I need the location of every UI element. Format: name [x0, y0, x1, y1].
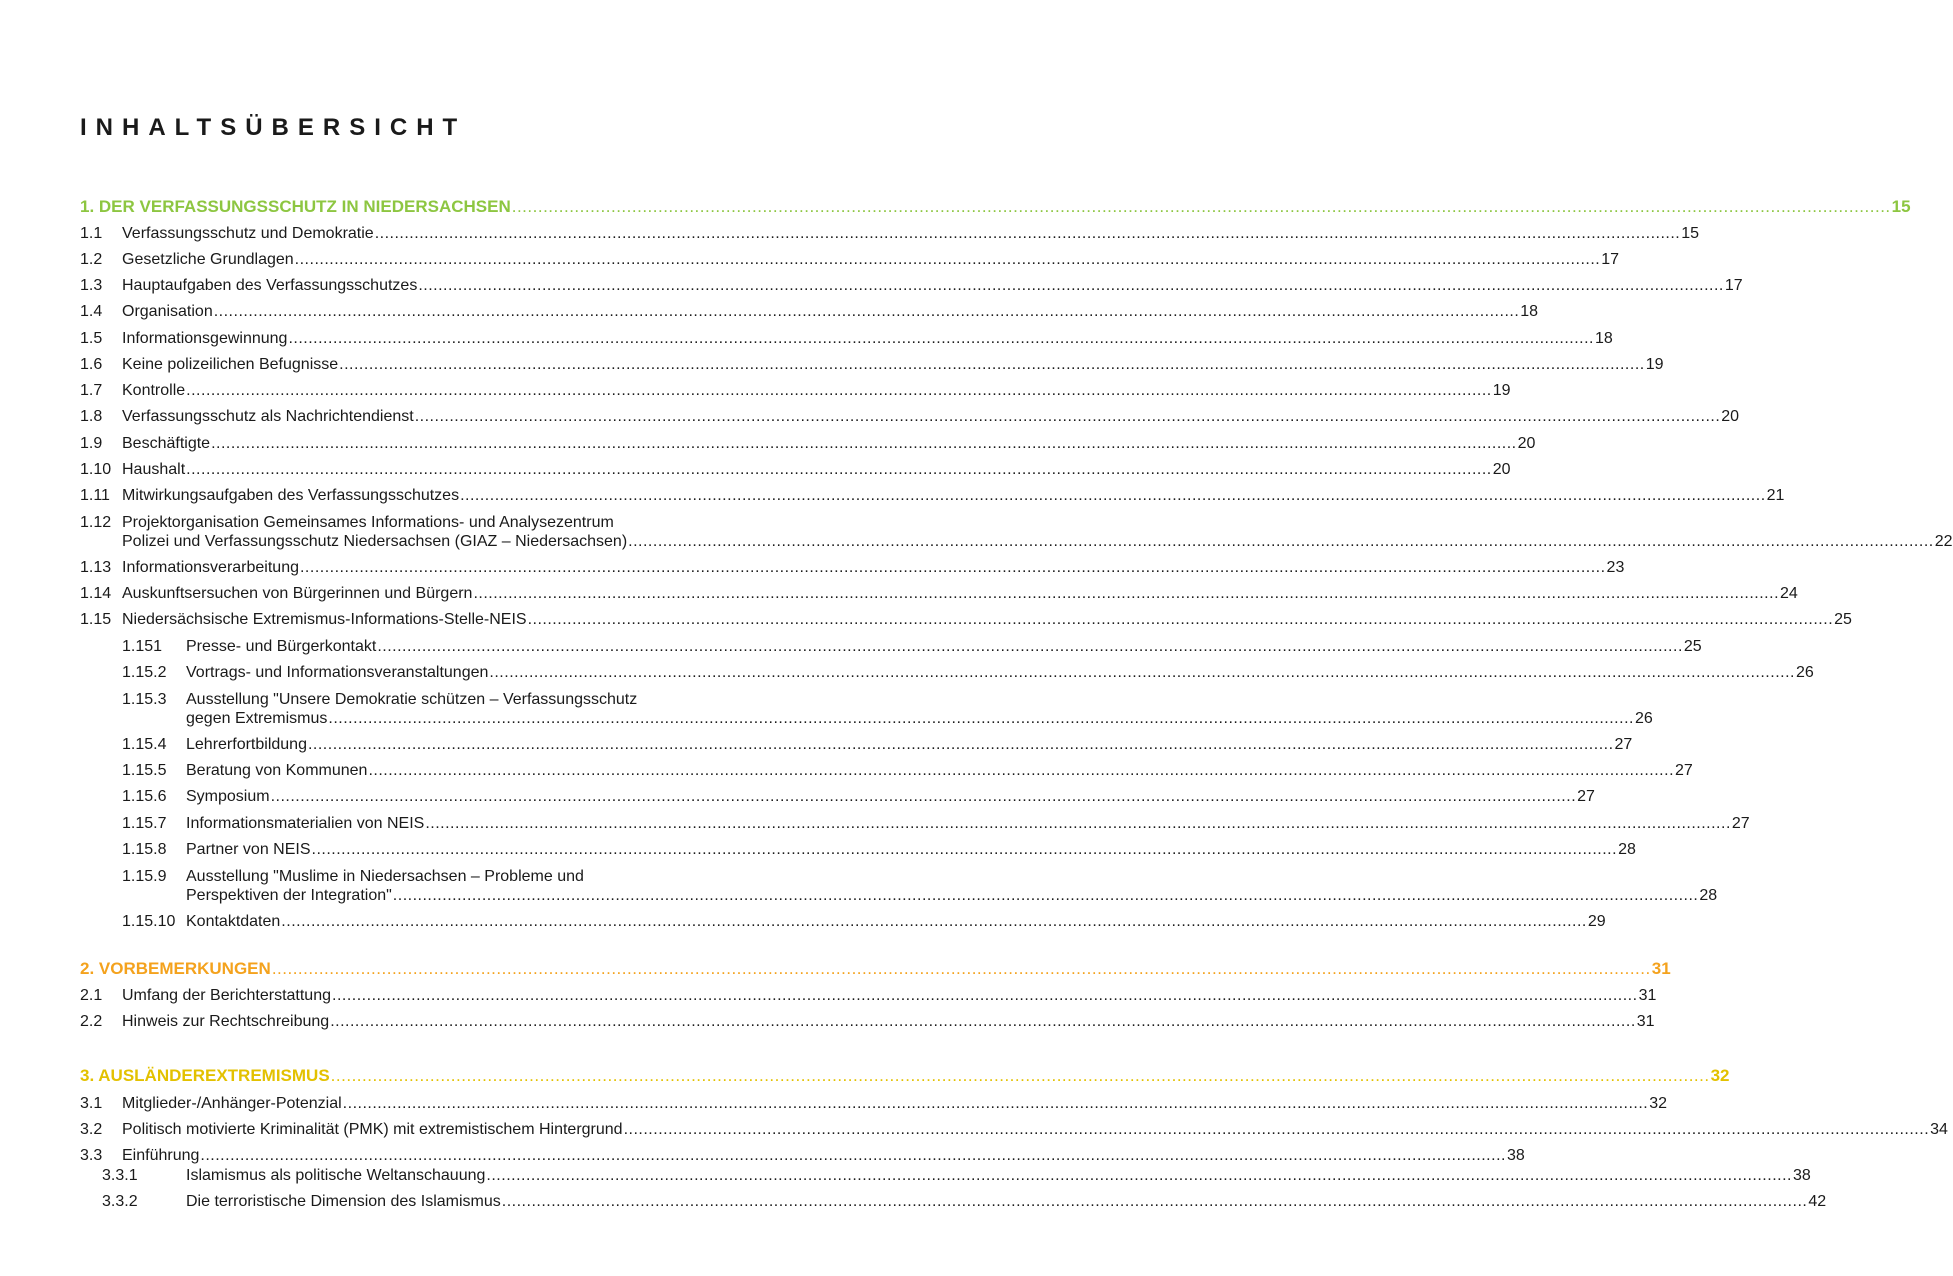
- leader-dots: [328, 709, 1634, 729]
- entry-title: Beratung von Kommunen: [186, 762, 368, 779]
- entry-title: Informationsgewinnung: [122, 330, 288, 347]
- entry-number: 2.2: [80, 1013, 103, 1030]
- leader-dots: [332, 986, 1638, 1006]
- entry-number: 1.15.10: [122, 913, 176, 930]
- entry-title: Informationsmaterialien von NEIS: [186, 815, 425, 832]
- entry-number: 1.15.5: [122, 762, 167, 779]
- entry-title: Mitglieder-/Anhänger-Potenzial: [122, 1095, 342, 1112]
- leader-dots: [186, 381, 1492, 401]
- toc-subentry[interactable]: [122, 912, 1606, 932]
- leader-dots: [214, 302, 1520, 322]
- entry-number: 1.15.3: [122, 691, 167, 708]
- entry-title: Kontrolle: [122, 382, 186, 399]
- page-number: 26: [1795, 664, 1814, 681]
- leader-dots: [312, 840, 1618, 860]
- toc-entry-continuation[interactable]: [80, 532, 1953, 552]
- entry-title: Islamismus als politische Weltanschauung: [186, 1167, 486, 1184]
- entry-number: 1.7: [80, 382, 103, 399]
- leader-dots: [272, 959, 1651, 979]
- toc-entry[interactable]: [80, 986, 1657, 1006]
- page-number: 31: [1636, 1013, 1655, 1030]
- page-number: 25: [1683, 638, 1702, 655]
- leader-dots: [486, 1166, 1792, 1186]
- toc-section-heading[interactable]: [80, 959, 1671, 979]
- leader-dots: [393, 886, 1699, 906]
- entry-title-line1: Ausstellung "Unsere Demokratie schützen – Verfassungsschutz: [186, 691, 638, 708]
- leader-dots: [343, 1094, 1649, 1114]
- leader-dots: [339, 355, 1645, 375]
- entry-title-line1: Ausstellung "Muslime in Niedersachsen – Probleme und: [186, 868, 584, 885]
- toc-subentry[interactable]: [122, 814, 1750, 834]
- toc-entry-multiline[interactable]: [80, 513, 786, 533]
- entry-title: Verfassungsschutz und Demokratie: [122, 225, 374, 242]
- entry-title-line2: Perspektiven der Integration": [186, 887, 392, 904]
- toc-entry[interactable]: [80, 224, 1700, 244]
- leader-dots: [415, 407, 1721, 427]
- toc-entry[interactable]: [80, 302, 1539, 322]
- entry-number: 1.8: [80, 408, 103, 425]
- leader-dots: [330, 1012, 1636, 1032]
- leader-dots: [624, 1120, 1930, 1140]
- toc-entry[interactable]: [80, 1094, 1668, 1114]
- section-heading-text: 1. DER VERFASSUNGSSCHUTZ IN NIEDERSACHSEN: [80, 197, 511, 216]
- leader-dots: [473, 584, 1779, 604]
- entry-title-line2: gegen Extremismus: [186, 710, 328, 727]
- leader-dots: [628, 532, 1934, 552]
- toc-subentry[interactable]: [122, 787, 1595, 807]
- toc-entry[interactable]: [80, 584, 1798, 604]
- entry-number: 3.2: [80, 1121, 103, 1138]
- toc-entry[interactable]: [80, 329, 1613, 349]
- leader-dots: [489, 663, 1795, 683]
- entry-number: 3.1: [80, 1095, 103, 1112]
- page-number: 31: [1638, 987, 1657, 1004]
- entry-title: Auskunftsersuchen von Bürgerinnen und Bürgern: [122, 585, 473, 602]
- leader-dots: [425, 814, 1731, 834]
- toc-entry[interactable]: [80, 1120, 1948, 1140]
- page-number: 19: [1492, 382, 1511, 399]
- page-number: 18: [1595, 330, 1613, 347]
- entry-number: 1.15.7: [122, 815, 167, 832]
- page-number: 23: [1606, 559, 1625, 576]
- entry-number: 1.15: [80, 611, 112, 628]
- entry-title: Verfassungsschutz als Nachrichtendienst: [122, 408, 414, 425]
- page-number: 20: [1721, 408, 1740, 425]
- entry-title: Niedersächsische Extremismus-Informations-Stelle-NEIS: [122, 611, 527, 628]
- toc-entry[interactable]: [80, 407, 1740, 427]
- entry-title: Politisch motivierte Kriminalität (PMK) mit extremistischem Hintergrund: [122, 1121, 623, 1138]
- toc-subentry[interactable]: [122, 761, 1693, 781]
- entry-number: 1.10: [80, 461, 112, 478]
- entry-number: 2.1: [80, 987, 103, 1004]
- leader-dots: [186, 460, 1492, 480]
- page-number: 38: [1506, 1147, 1525, 1164]
- toc-entry[interactable]: [80, 355, 1664, 375]
- entry-title: Keine polizeilichen Befugnisse: [122, 356, 339, 373]
- leader-dots: [295, 250, 1601, 270]
- leader-dots: [331, 1066, 1710, 1086]
- leader-dots: [377, 637, 1683, 657]
- entry-number: 1.1: [80, 225, 103, 242]
- page-number: 28: [1618, 841, 1636, 858]
- toc-subentry[interactable]: [122, 840, 1636, 860]
- page-number: 34: [1930, 1121, 1948, 1138]
- toc-subentry[interactable]: [102, 1166, 1811, 1186]
- toc-subentry-continuation[interactable]: [122, 886, 1718, 906]
- page-number: 31: [1651, 959, 1671, 978]
- entry-number: 1.14: [80, 585, 112, 602]
- entry-title: Beschäftigte: [122, 435, 211, 452]
- page-number: 32: [1710, 1066, 1730, 1085]
- entry-number: 1.5: [80, 330, 103, 347]
- entry-title: Gesetzliche Grundlagen: [122, 251, 294, 268]
- entry-title-line1: Projektorganisation Gemeinsames Informations- und Analysezentrum: [122, 514, 614, 531]
- entry-title: Hauptaufgaben des Verfassungsschutzes: [122, 277, 418, 294]
- entry-number: 1.13: [80, 559, 112, 576]
- page-number: 38: [1792, 1167, 1811, 1184]
- page-number: 27: [1614, 736, 1633, 753]
- entry-number: 1.15.8: [122, 841, 167, 858]
- entry-number: 1.11: [80, 487, 110, 504]
- toc-entry[interactable]: [80, 381, 1511, 401]
- page-number: 27: [1675, 762, 1693, 779]
- entry-number: 1.4: [80, 303, 103, 320]
- leader-dots: [308, 735, 1614, 755]
- page-number: 18: [1520, 303, 1539, 320]
- toc-entry[interactable]: [80, 1146, 1525, 1166]
- page-number: 27: [1731, 815, 1750, 832]
- entry-number: 1.9: [80, 435, 103, 452]
- page-number: 21: [1766, 487, 1785, 504]
- entry-number: 1.15.2: [122, 664, 167, 681]
- leader-dots: [375, 224, 1681, 244]
- entry-number: 1.3: [80, 277, 103, 294]
- entry-number: 1.151: [122, 638, 163, 655]
- entry-title: Symposium: [186, 788, 270, 805]
- page-number: 29: [1587, 913, 1606, 930]
- toc-entry[interactable]: [80, 460, 1511, 480]
- entry-title: Haushalt: [122, 461, 186, 478]
- page-number: 20: [1517, 435, 1536, 452]
- entry-title: Vortrags- und Informationsveranstaltungen: [186, 664, 489, 681]
- toc-entry[interactable]: [80, 250, 1620, 270]
- toc-subentry[interactable]: [102, 1192, 1827, 1212]
- page-number: 42: [1808, 1193, 1827, 1210]
- page-number: 22: [1934, 533, 1953, 550]
- leader-dots: [271, 787, 1577, 807]
- entry-title: Die terroristische Dimension des Islamismus: [186, 1193, 501, 1210]
- page-number: 20: [1492, 461, 1511, 478]
- toc-subentry-continuation[interactable]: [122, 709, 1653, 729]
- page-number: 19: [1645, 356, 1664, 373]
- page-number: 28: [1699, 887, 1718, 904]
- entry-title: Kontaktdaten: [186, 913, 281, 930]
- page-number: 27: [1577, 788, 1595, 805]
- entry-number: 1.6: [80, 356, 103, 373]
- section-heading-text: 2. VORBEMERKUNGEN: [80, 959, 271, 978]
- page-number: 15: [1891, 197, 1911, 216]
- page-number: 17: [1601, 251, 1620, 268]
- page-number: 24: [1780, 585, 1798, 602]
- entry-title: Presse- und Bürgerkontakt: [186, 638, 377, 655]
- entry-number: 3.3.2: [102, 1193, 138, 1210]
- leader-dots: [200, 1146, 1506, 1166]
- entry-title: Lehrerfortbildung: [186, 736, 307, 753]
- leader-dots: [418, 276, 1724, 296]
- toc-subentry[interactable]: [122, 663, 1814, 683]
- entry-number: 1.15.6: [122, 788, 167, 805]
- leader-dots: [460, 486, 1766, 506]
- leader-dots: [288, 329, 1594, 349]
- leader-dots: [528, 610, 1834, 630]
- entry-number: 1.15.4: [122, 736, 167, 753]
- entry-title: Mitwirkungsaufgaben des Verfassungsschutzes: [122, 487, 460, 504]
- toc-entry[interactable]: [80, 610, 1852, 630]
- entry-title: Hinweis zur Rechtschreibung: [122, 1013, 330, 1030]
- toc-subentry-multiline[interactable]: [122, 867, 786, 887]
- entry-number: 1.12: [80, 514, 112, 531]
- entry-title-line2: Polizei und Verfassungsschutz Niedersachsen (GIAZ – Niedersachsen): [122, 533, 628, 550]
- toc-entry[interactable]: [80, 486, 1785, 506]
- section-heading-text: 3. AUSLÄNDEREXTREMISMUS: [80, 1066, 330, 1085]
- page-number: 17: [1724, 277, 1743, 294]
- toc-section-heading[interactable]: [80, 1066, 1730, 1086]
- page-number: 26: [1634, 710, 1653, 727]
- toc-subentry[interactable]: [122, 735, 1633, 755]
- toc-entry[interactable]: [80, 558, 1625, 578]
- page-title: INHALTSÜBERSICHT: [80, 114, 467, 141]
- leader-dots: [211, 434, 1517, 454]
- toc-subentry-multiline[interactable]: [122, 690, 786, 710]
- entry-title: Umfang der Berichterstattung: [122, 987, 331, 1004]
- leader-dots: [300, 558, 1606, 578]
- entry-title: Partner von NEIS: [186, 841, 311, 858]
- entry-title: Einführung: [122, 1147, 200, 1164]
- page-number: 15: [1681, 225, 1700, 242]
- toc-section-heading[interactable]: [80, 197, 1911, 217]
- leader-dots: [368, 761, 1674, 781]
- leader-dots: [512, 197, 1891, 217]
- page-number: 25: [1834, 611, 1852, 628]
- page-number: 32: [1649, 1095, 1668, 1112]
- toc-subentry[interactable]: [122, 637, 1702, 657]
- entry-title: Organisation: [122, 303, 213, 320]
- entry-number: 1.15.9: [122, 868, 167, 885]
- entry-title: Informationsverarbeitung: [122, 559, 299, 576]
- entry-number: 3.3.1: [102, 1167, 138, 1184]
- toc-entry[interactable]: [80, 1012, 1655, 1032]
- leader-dots: [502, 1192, 1808, 1212]
- leader-dots: [281, 912, 1587, 932]
- entry-number: 1.2: [80, 251, 103, 268]
- toc-entry[interactable]: [80, 434, 1536, 454]
- entry-number: 3.3: [80, 1147, 103, 1164]
- toc-entry[interactable]: [80, 276, 1743, 296]
